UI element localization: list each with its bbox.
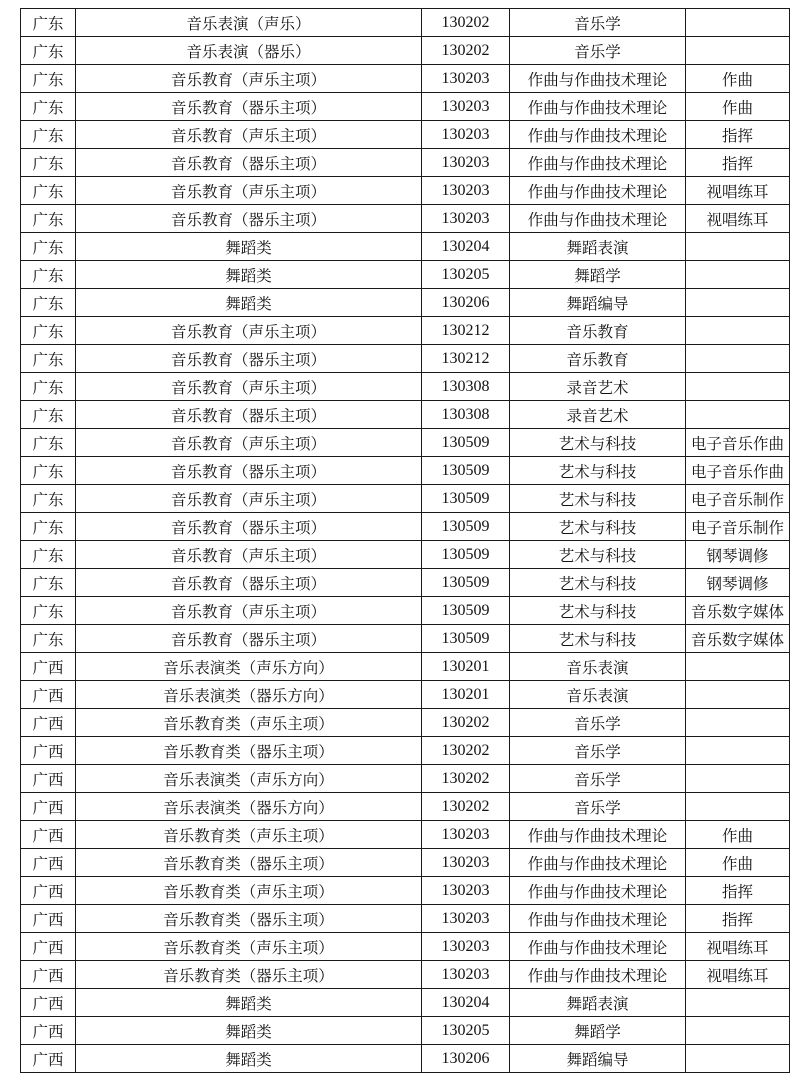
major-name-cell: 舞蹈学 (510, 1017, 686, 1045)
major-code-cell: 130203 (422, 177, 510, 205)
category-cell: 音乐教育（器乐主项） (76, 149, 422, 177)
province-cell: 广西 (21, 821, 76, 849)
province-cell: 广东 (21, 149, 76, 177)
province-cell: 广东 (21, 457, 76, 485)
direction-cell (686, 37, 790, 65)
direction-cell (686, 401, 790, 429)
province-cell: 广西 (21, 933, 76, 961)
major-name-cell: 艺术与科技 (510, 569, 686, 597)
province-cell: 广东 (21, 93, 76, 121)
category-cell: 音乐教育（声乐主项） (76, 317, 422, 345)
major-name-cell: 作曲与作曲技术理论 (510, 149, 686, 177)
major-name-cell: 音乐教育 (510, 345, 686, 373)
direction-cell: 作曲 (686, 821, 790, 849)
major-code-cell: 130203 (422, 877, 510, 905)
major-name-cell: 作曲与作曲技术理论 (510, 933, 686, 961)
category-cell: 舞蹈类 (76, 989, 422, 1017)
major-code-cell: 130509 (422, 429, 510, 457)
table-row (21, 429, 790, 457)
major-name-cell: 作曲与作曲技术理论 (510, 205, 686, 233)
major-name-cell: 音乐表演 (510, 653, 686, 681)
major-code-cell: 130212 (422, 345, 510, 373)
table-row (21, 933, 790, 961)
table-row (21, 513, 790, 541)
direction-cell (686, 653, 790, 681)
province-cell: 广西 (21, 1017, 76, 1045)
category-cell: 舞蹈类 (76, 289, 422, 317)
table-row (21, 625, 790, 653)
table-row (21, 1017, 790, 1045)
table-row (21, 205, 790, 233)
major-code-cell: 130509 (422, 625, 510, 653)
table-row (21, 849, 790, 877)
major-code-cell: 130201 (422, 681, 510, 709)
category-cell: 音乐教育（器乐主项） (76, 569, 422, 597)
major-code-cell: 130509 (422, 457, 510, 485)
direction-cell (686, 793, 790, 821)
category-cell: 音乐表演类（声乐方向） (76, 653, 422, 681)
major-name-cell: 艺术与科技 (510, 485, 686, 513)
province-cell: 广西 (21, 1045, 76, 1073)
major-name-cell: 作曲与作曲技术理论 (510, 93, 686, 121)
table-row (21, 37, 790, 65)
province-cell: 广东 (21, 373, 76, 401)
province-cell: 广东 (21, 261, 76, 289)
category-cell: 音乐教育（器乐主项） (76, 345, 422, 373)
direction-cell (686, 289, 790, 317)
table-row (21, 177, 790, 205)
category-cell: 音乐教育类（器乐主项） (76, 961, 422, 989)
direction-cell (686, 261, 790, 289)
direction-cell: 视唱练耳 (686, 961, 790, 989)
table-row (21, 317, 790, 345)
direction-cell: 指挥 (686, 877, 790, 905)
direction-cell: 作曲 (686, 65, 790, 93)
table-row (21, 261, 790, 289)
table-row (21, 989, 790, 1017)
major-name-cell: 舞蹈编导 (510, 1045, 686, 1073)
province-cell: 广东 (21, 541, 76, 569)
direction-cell: 电子音乐作曲 (686, 429, 790, 457)
category-cell: 音乐教育（器乐主项） (76, 457, 422, 485)
table-row (21, 541, 790, 569)
category-cell: 舞蹈类 (76, 233, 422, 261)
direction-cell (686, 681, 790, 709)
major-name-cell: 音乐学 (510, 37, 686, 65)
major-name-cell: 录音艺术 (510, 373, 686, 401)
province-cell: 广东 (21, 9, 76, 37)
table-row (21, 1045, 790, 1073)
direction-cell (686, 9, 790, 37)
category-cell: 音乐教育类（器乐主项） (76, 849, 422, 877)
major-code-cell: 130201 (422, 653, 510, 681)
major-name-cell: 艺术与科技 (510, 625, 686, 653)
province-cell: 广东 (21, 513, 76, 541)
major-name-cell: 音乐学 (510, 765, 686, 793)
category-cell: 音乐表演（器乐） (76, 37, 422, 65)
table-row (21, 905, 790, 933)
major-name-cell: 音乐学 (510, 793, 686, 821)
direction-cell: 钢琴调修 (686, 569, 790, 597)
direction-cell: 音乐数字媒体 (686, 625, 790, 653)
major-code-cell: 130204 (422, 233, 510, 261)
province-cell: 广西 (21, 849, 76, 877)
direction-cell: 电子音乐制作 (686, 485, 790, 513)
major-name-cell: 作曲与作曲技术理论 (510, 821, 686, 849)
major-code-cell: 130212 (422, 317, 510, 345)
table-row (21, 737, 790, 765)
table-row (21, 653, 790, 681)
major-code-cell: 130204 (422, 989, 510, 1017)
major-name-cell: 作曲与作曲技术理论 (510, 121, 686, 149)
direction-cell (686, 233, 790, 261)
direction-cell: 视唱练耳 (686, 933, 790, 961)
table-row (21, 65, 790, 93)
table-row (21, 9, 790, 37)
province-cell: 广东 (21, 233, 76, 261)
table-row (21, 121, 790, 149)
major-name-cell: 音乐学 (510, 709, 686, 737)
direction-cell (686, 709, 790, 737)
direction-cell: 视唱练耳 (686, 177, 790, 205)
province-cell: 广西 (21, 709, 76, 737)
direction-cell (686, 737, 790, 765)
direction-cell: 指挥 (686, 149, 790, 177)
direction-cell: 电子音乐作曲 (686, 457, 790, 485)
category-cell: 音乐教育类（声乐主项） (76, 709, 422, 737)
province-cell: 广西 (21, 793, 76, 821)
direction-cell: 视唱练耳 (686, 205, 790, 233)
province-cell: 广东 (21, 401, 76, 429)
major-code-cell: 130308 (422, 401, 510, 429)
major-name-cell: 舞蹈表演 (510, 233, 686, 261)
table-row (21, 765, 790, 793)
category-cell: 舞蹈类 (76, 261, 422, 289)
direction-cell: 音乐数字媒体 (686, 597, 790, 625)
category-cell: 音乐教育类（声乐主项） (76, 821, 422, 849)
category-cell: 音乐教育类（声乐主项） (76, 933, 422, 961)
direction-cell: 作曲 (686, 849, 790, 877)
category-cell: 音乐教育类（器乐主项） (76, 737, 422, 765)
category-cell: 音乐教育（声乐主项） (76, 429, 422, 457)
table-row (21, 345, 790, 373)
province-cell: 广西 (21, 905, 76, 933)
table-body (21, 9, 790, 1073)
major-name-cell: 录音艺术 (510, 401, 686, 429)
province-cell: 广东 (21, 317, 76, 345)
category-cell: 音乐教育（声乐主项） (76, 177, 422, 205)
direction-cell: 指挥 (686, 905, 790, 933)
major-name-cell: 艺术与科技 (510, 597, 686, 625)
major-code-cell: 130203 (422, 849, 510, 877)
category-cell: 音乐教育（器乐主项） (76, 93, 422, 121)
major-code-cell: 130202 (422, 765, 510, 793)
major-name-cell: 音乐教育 (510, 317, 686, 345)
major-code-cell: 130509 (422, 485, 510, 513)
direction-cell: 指挥 (686, 121, 790, 149)
major-code-cell: 130203 (422, 933, 510, 961)
category-cell: 音乐教育（声乐主项） (76, 597, 422, 625)
table-row (21, 373, 790, 401)
admissions-table-page (20, 8, 789, 1074)
major-code-cell: 130202 (422, 9, 510, 37)
major-code-cell: 130203 (422, 65, 510, 93)
category-cell: 音乐教育类（声乐主项） (76, 877, 422, 905)
major-name-cell: 艺术与科技 (510, 541, 686, 569)
province-cell: 广东 (21, 597, 76, 625)
major-name-cell: 作曲与作曲技术理论 (510, 905, 686, 933)
province-cell: 广西 (21, 737, 76, 765)
category-cell: 音乐教育（声乐主项） (76, 121, 422, 149)
major-code-cell: 130205 (422, 261, 510, 289)
major-name-cell: 音乐表演 (510, 681, 686, 709)
major-name-cell: 舞蹈学 (510, 261, 686, 289)
province-cell: 广东 (21, 345, 76, 373)
direction-cell (686, 345, 790, 373)
direction-cell: 钢琴调修 (686, 541, 790, 569)
direction-cell: 作曲 (686, 93, 790, 121)
major-name-cell: 艺术与科技 (510, 429, 686, 457)
table-row (21, 485, 790, 513)
direction-cell (686, 989, 790, 1017)
major-code-cell: 130509 (422, 513, 510, 541)
direction-cell (686, 1045, 790, 1073)
major-name-cell: 艺术与科技 (510, 457, 686, 485)
major-code-cell: 130308 (422, 373, 510, 401)
province-cell: 广东 (21, 37, 76, 65)
major-code-cell: 130205 (422, 1017, 510, 1045)
major-name-cell: 作曲与作曲技术理论 (510, 877, 686, 905)
major-name-cell: 作曲与作曲技术理论 (510, 177, 686, 205)
category-cell: 音乐教育（器乐主项） (76, 401, 422, 429)
major-code-cell: 130202 (422, 793, 510, 821)
major-code-cell: 130203 (422, 961, 510, 989)
major-name-cell: 舞蹈表演 (510, 989, 686, 1017)
table-row (21, 149, 790, 177)
category-cell: 音乐教育（声乐主项） (76, 65, 422, 93)
table-row (21, 793, 790, 821)
province-cell: 广西 (21, 877, 76, 905)
province-cell: 广东 (21, 121, 76, 149)
major-code-cell: 130203 (422, 905, 510, 933)
direction-cell (686, 765, 790, 793)
category-cell: 音乐表演类（器乐方向） (76, 681, 422, 709)
province-cell: 广东 (21, 289, 76, 317)
category-cell: 音乐表演类（声乐方向） (76, 765, 422, 793)
direction-cell: 电子音乐制作 (686, 513, 790, 541)
category-cell: 音乐表演类（器乐方向） (76, 793, 422, 821)
province-cell: 广东 (21, 429, 76, 457)
category-cell: 舞蹈类 (76, 1045, 422, 1073)
table-row (21, 681, 790, 709)
major-name-cell: 作曲与作曲技术理论 (510, 961, 686, 989)
table-row (21, 457, 790, 485)
major-name-cell: 舞蹈编导 (510, 289, 686, 317)
category-cell: 音乐教育（器乐主项） (76, 625, 422, 653)
province-cell: 广东 (21, 569, 76, 597)
major-name-cell: 作曲与作曲技术理论 (510, 849, 686, 877)
table-row (21, 961, 790, 989)
province-cell: 广东 (21, 177, 76, 205)
table-row (21, 821, 790, 849)
major-code-cell: 130203 (422, 93, 510, 121)
category-cell: 音乐教育（声乐主项） (76, 541, 422, 569)
major-code-cell: 130202 (422, 37, 510, 65)
category-cell: 音乐教育（器乐主项） (76, 205, 422, 233)
table-row (21, 289, 790, 317)
table-row (21, 233, 790, 261)
table-row (21, 401, 790, 429)
major-code-cell: 130203 (422, 205, 510, 233)
province-cell: 广西 (21, 681, 76, 709)
province-cell: 广东 (21, 205, 76, 233)
category-cell: 音乐教育类（器乐主项） (76, 905, 422, 933)
direction-cell (686, 317, 790, 345)
province-cell: 广西 (21, 653, 76, 681)
major-name-cell: 音乐学 (510, 737, 686, 765)
major-code-cell: 130509 (422, 541, 510, 569)
province-cell: 广西 (21, 765, 76, 793)
province-cell: 广西 (21, 989, 76, 1017)
major-code-cell: 130206 (422, 1045, 510, 1073)
category-cell: 音乐教育（声乐主项） (76, 485, 422, 513)
category-cell: 音乐表演（声乐） (76, 9, 422, 37)
table-row (21, 709, 790, 737)
direction-cell (686, 1017, 790, 1045)
major-name-cell: 艺术与科技 (510, 513, 686, 541)
province-cell: 广西 (21, 961, 76, 989)
major-code-cell: 130203 (422, 821, 510, 849)
major-code-cell: 130509 (422, 597, 510, 625)
province-cell: 广东 (21, 625, 76, 653)
province-cell: 广东 (21, 485, 76, 513)
major-code-cell: 130203 (422, 149, 510, 177)
category-cell: 音乐教育（器乐主项） (76, 513, 422, 541)
province-cell: 广东 (21, 65, 76, 93)
major-code-cell: 130206 (422, 289, 510, 317)
category-cell: 音乐教育（声乐主项） (76, 373, 422, 401)
major-code-cell: 130202 (422, 737, 510, 765)
major-code-cell: 130203 (422, 121, 510, 149)
table-row (21, 877, 790, 905)
major-code-cell: 130202 (422, 709, 510, 737)
major-name-cell: 音乐学 (510, 9, 686, 37)
admissions-table (20, 8, 790, 1073)
table-row (21, 597, 790, 625)
major-code-cell: 130509 (422, 569, 510, 597)
table-row (21, 569, 790, 597)
category-cell: 舞蹈类 (76, 1017, 422, 1045)
table-row (21, 93, 790, 121)
direction-cell (686, 373, 790, 401)
major-name-cell: 作曲与作曲技术理论 (510, 65, 686, 93)
